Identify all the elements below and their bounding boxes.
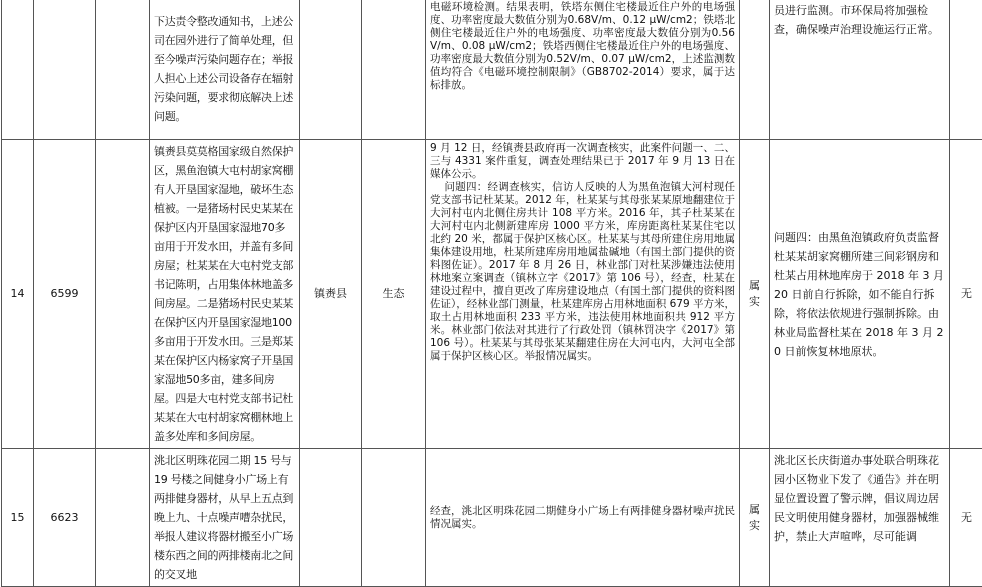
cell-category: 生态 <box>362 140 426 449</box>
cell-rectification: 员进行监测。市环保局将加强检查，确保噪声治理设施运行正常。 <box>770 0 950 140</box>
cell-empty <box>96 0 150 140</box>
cell-rectification: 洮北区长庆街道办事处联合明珠花园小区物业下发了《通告》并在明显位置设置了警示牌，倡议周边居民文明使用健身器材，加强器械维护，禁止大声喧哗，尽可能调 <box>770 449 950 587</box>
cell-content: 镇赉县莫莫格国家级自然保护区，黑鱼泡镇大屯村胡家窝棚有人开垦国家湿地，破坏生态植被。一是猪场村民史某某在保护区内开垦国家湿地70多亩用于开发水田，并盖有多间房屋；杜某某在大屯村党支部书记陈明，占用集体林地盖多间房屋。二是猪场村民史某某在保护区内开垦国家湿地100多亩用于开发水田。三是郑某某在保护区内杨家窝子开垦国家湿地50多亩，建多间房屋。四是大屯村党支部书记杜某某在大屯村胡家窝棚林地上盖多处库和多间房屋。 <box>150 140 300 449</box>
cell-verdict: 属实 <box>740 140 770 449</box>
cell-content: 洮北区明珠花园二期 15 号与 19 号楼之间健身小广场上有两排健身器材，从早上五点到晚上九、十点噪声嘈杂扰民，举报人建议将器材搬至小广场楼东西之间的两排楼南北之间的交叉地 <box>150 449 300 587</box>
cell-district <box>300 0 362 140</box>
cell-verdict <box>740 0 770 140</box>
table-row <box>2 140 982 449</box>
cell-rectification: 问题四：由黑鱼泡镇政府负责监督杜某某胡家窝棚所建三间彩钢房和杜某占用林地库房于 2018 年 3 月 20 日前自行拆除，如不能自行拆除，将依法依规进行强制拆除。由林业局监督杜某在 2018 年 3 月 20 日前恢复林地原状。 <box>770 140 950 449</box>
cell-accountability: 无 <box>950 140 982 449</box>
cell-district: 镇赉县 <box>300 140 362 449</box>
cell-result: 电磁环境检测。结果表明，铁塔东侧住宅楼最近住户外的电场强度、功率密度最大数值分别为0.68V/m、0.12 μW/cm2；铁塔北侧住宅楼最近住户外的电场强度、功率密度最大数值分别为0.56V/m、0.08 μW/cm2；铁塔西侧住宅楼最近住户外的电场强度、功率密度最大数值分别为0.52V/m、0.07 μW/cm2，上述监测数值均符合《电磁环境控制限制》（GB8702-2014）要求，属于达标排放。 <box>426 0 740 140</box>
cell-index: 15 <box>2 449 34 587</box>
cell-verdict: 属实 <box>740 449 770 587</box>
cell-category <box>362 449 426 587</box>
cell-code <box>34 0 96 140</box>
cell-code: 6599 <box>34 140 96 449</box>
cell-index <box>2 0 34 140</box>
cell-category <box>362 0 426 140</box>
cell-empty <box>96 140 150 449</box>
cell-accountability: 无 <box>950 449 982 587</box>
cell-result: 9 月 12 日，经镇赉县政府再一次调查核实，此案件问题一、二、三与 4331 案件重复，调查处理结果已于 2017 年 9 月 13 日在媒体公示。 问题四：经调查核实，信访人反映的人为黑鱼泡镇大河村现任党支部书记杜某某。2012 年，杜某某与其母张某某原地翻建位于大河村屯内北侧住房共计 108 平方米。2016 年，其子杜某某在大河村屯内北侧新建库房 1000 平方米，库房距离杜某某住宅以北约 20 米，都属于保护区核心区。杜某某与其母所建住房用地属集体建设用地，杜某所建库房用地属盐碱地（有国土部门提供的资料图佐证）。2017 年 8 月 26 日，林业部门对杜某涉嫌违法使用林地案立案调查（镇林立字《2017》第 106 号），经查，杜某在建设过程中，擅自更改了库房建设地点（有国土部门提供的资料图佐证），经林业部门测量，杜某建库房占用林地面积 679 平方米，取土占用林地面积 233 平方米，违法使用林地面积共 912 平方米。林业部门依法对其进行了行政处罚（镇林罚决字《2017》第 106 号）。杜某某与其母张某某翻建住房在大河屯内，大河屯全部属于保护区核心区。举报情况属实。 <box>426 140 740 449</box>
cell-empty <box>96 449 150 587</box>
cell-content: 下达责令整改通知书，上述公司在园外进行了简单处理，但至今噪声污染问题存在；举报人担心上述公司设备存在辐射污染问题，要求彻底解决上述问题。 <box>150 0 300 140</box>
table-row <box>2 0 982 140</box>
cell-index: 14 <box>2 140 34 449</box>
cell-district <box>300 449 362 587</box>
cell-accountability <box>950 0 982 140</box>
table-row <box>2 449 982 587</box>
cell-code: 6623 <box>34 449 96 587</box>
petition-table <box>1 0 982 587</box>
cell-result: 经查，洮北区明珠花园二期健身小广场上有两排健身器材噪声扰民情况属实。 <box>426 449 740 587</box>
